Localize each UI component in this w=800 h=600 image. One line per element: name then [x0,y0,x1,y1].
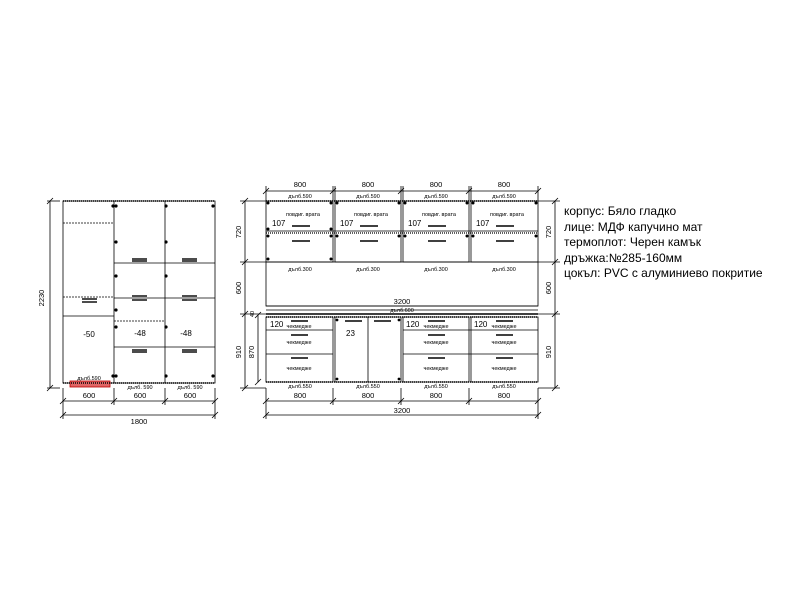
upper-width-1: 800 [293,180,307,189]
left-total-width: 1800 [130,417,148,426]
upper-offset-3: 107 [408,219,422,228]
upper-door-label-1: повдиг. врата [285,212,321,218]
lower-door-offset: 23 [346,329,355,338]
left-offset-1: -50 [83,330,95,339]
lower-width-3: 800 [429,391,443,400]
upper-depth-3: дълб.590 [424,194,448,200]
upper-depth-4: дълб.590 [492,194,516,200]
upper-lower-depth-4: дълб.300 [492,267,516,273]
left-depth-2: дълб. 590 [127,385,153,391]
middle-gap: 40 [250,310,256,318]
lower-height-outer-left: 910 [234,345,243,359]
left-depth-1: дълб.590 [77,376,101,382]
drawer-label-1c: чекмедже [286,366,312,372]
drawer-label-4a: чекмедже [491,324,517,330]
upper-offset-1: 107 [272,219,286,228]
upper-door-label-3: повдиг. врата [421,212,457,218]
upper-height-left: 720 [234,225,243,239]
note-body: корпус: Бяло гладко [564,204,677,218]
upper-lower-depth-3: дълб.300 [424,267,448,273]
lower-depth-4: дълб.550 [492,384,516,390]
note-handle: дръжка:№285-160мм [564,250,683,265]
left-width-3: 600 [183,391,197,400]
upper-offset-4: 107 [476,219,490,228]
lower-depth-2: дълб.550 [356,384,380,390]
lower-depth-3: дълб.550 [424,384,448,390]
upper-depth-2: дълб.590 [356,194,380,200]
upper-lower-depth-2: дълб.300 [356,267,380,273]
lower-width-2: 800 [361,391,375,400]
upper-height-right: 720 [544,225,553,239]
lower-height-inner: 870 [247,345,256,359]
middle-total-width: 3200 [393,297,411,306]
drawer-label-3a: чекмедже [423,324,449,330]
left-offset-3: -48 [180,329,192,338]
drawer-label-1b: чекмедже [286,340,312,346]
material-notes [564,204,794,282]
drawer-label-1a: чекмедже [286,324,312,330]
upper-offset-2: 107 [340,219,354,228]
middle-depth: дълб.600 [390,308,414,314]
upper-depth-1: дълб.590 [288,194,312,200]
left-depth-3: дълб. 590 [177,385,203,391]
lower-height-outer-right: 910 [544,345,553,359]
upper-cabinets [266,201,538,262]
upper-width-2: 800 [361,180,375,189]
lower-offset-3: 120 [406,320,420,329]
left-offset-2: -48 [134,329,146,338]
tall-units-outline [63,201,215,383]
upper-door-label-2: повдиг. врата [353,212,389,218]
note-worktop: термоплот: Черен камък [564,235,702,249]
lower-offset-4: 120 [474,320,488,329]
lower-offset-1: 120 [270,320,284,329]
left-height-dim: 2230 [37,289,46,307]
middle-height-right: 600 [544,281,553,295]
drawer-label-4b: чекмедже [491,340,517,346]
lower-depth-1: дълб.550 [288,384,312,390]
upper-door-label-4: повдиг. врата [489,212,525,218]
note-plinth: цокъл: PVC с алуминиево покритие [564,266,763,280]
middle-height-left: 600 [234,281,243,295]
left-width-2: 600 [133,391,147,400]
lower-width-1: 800 [293,391,307,400]
left-width-1: 600 [82,391,96,400]
note-front: лице: МДФ капучино мат [564,219,703,234]
upper-width-4: 800 [497,180,511,189]
lower-width-4: 800 [497,391,511,400]
upper-lower-depth-1: дълб.300 [288,267,312,273]
drawer-label-3b: чекмедже [423,340,449,346]
drawer-label-3c: чекмедже [423,366,449,372]
lower-total-width: 3200 [393,406,411,415]
upper-width-3: 800 [429,180,443,189]
drawer-label-4c: чекмедже [491,366,517,372]
